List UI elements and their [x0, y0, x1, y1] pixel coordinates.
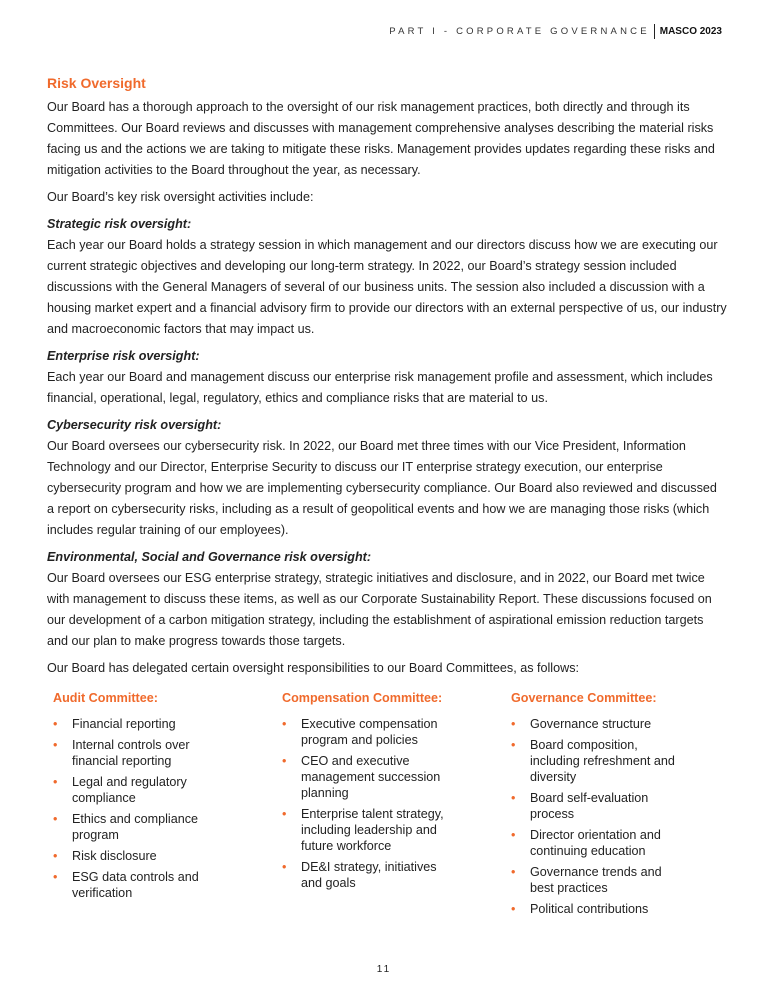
list-item-text: Enterprise talent strategy, including leadership and future workforce [301, 807, 444, 853]
intro-paragraph: Our Board has a thorough approach to the oversight of our risk management practices, both directly and through its Committees. Our Board reviews and discusses with management comprehensive analyses describing the material risks facing us and the actions we are taking to mitigate these risks. Management provides updates regarding these risks and mitigation activities to the Board throughout the year, as necessary. [47, 100, 715, 177]
list-item [282, 716, 457, 748]
list-item [53, 848, 228, 864]
section-text: Our Board oversees our ESG enterprise strategy, strategic initiatives and disclosure, and in 2022, our Board met twice with management to discuss these items, as well as our Corporate Sustainability Report. These discussions focused on our development of a carbon mitigation strategy, including the establishment of aspirational emission reduction targets and our plan to make progress towards those targets. [47, 571, 712, 648]
delegation-text: Our Board has delegated certain oversight responsibilities to our Board Committees, as follows: [47, 661, 579, 675]
section-heading: Cybersecurity risk oversight: [47, 418, 222, 432]
list-item [53, 774, 228, 806]
section-text: Our Board oversees our cybersecurity risk. In 2022, our Board met three times with our Vice President, Information Technology and our Director, Enterprise Security to discuss our IT enterprise strategy execution, our enterprise cybersecurity program and how we are implementing cybersecurity compliance. Our Board also reviewed and discussed a report on cybersecurity risks, including as a result of geopolitical events and how we are managing those risks (which includes regular training of our employees). [47, 439, 717, 537]
list-item [282, 859, 457, 891]
list-item [511, 864, 686, 896]
list-item-text: ESG data controls and verification [72, 870, 199, 900]
committee-heading: Compensation Committee: [282, 691, 443, 705]
list-item [53, 869, 228, 901]
brand-label: MASCO 2023 [659, 26, 722, 37]
bullet-icon: • [282, 860, 287, 874]
list-item [511, 737, 686, 785]
section-heading: Strategic risk oversight: [47, 217, 192, 231]
list-item-text: Board self-evaluation process [530, 791, 649, 821]
committee-heading: Governance Committee: [511, 691, 657, 705]
page-number: 11 [376, 964, 392, 975]
list-item-text: Ethics and compliance program [72, 812, 199, 842]
section-label: PART I - CORPORATE GOVERNANCE [389, 26, 650, 37]
bullet-icon: • [511, 902, 516, 916]
bullet-icon: • [53, 738, 58, 752]
bullet-icon: • [53, 717, 58, 731]
list-item-text: Risk disclosure [72, 849, 157, 863]
list-item-text: Board composition, including refreshment and diversity [530, 738, 675, 784]
list-item-text: Internal controls over financial reporting [72, 738, 190, 768]
bullet-icon: • [511, 791, 516, 805]
committee-list [282, 716, 457, 891]
list-item-text: Governance structure [530, 717, 652, 731]
bullet-icon: • [511, 828, 516, 842]
section-heading: Environmental, Social and Governance risk oversight: [47, 550, 372, 564]
bullet-icon: • [511, 738, 516, 752]
list-item-text: Director orientation and continuing education [530, 828, 661, 858]
committee-list [53, 716, 228, 901]
bullet-icon: • [53, 775, 58, 789]
bullet-icon: • [53, 849, 58, 863]
key-activities-text: Our Board’s key risk oversight activities include: [47, 190, 314, 204]
committee-column [511, 690, 740, 922]
section-heading: Enterprise risk oversight: [47, 349, 200, 363]
section-text: Each year our Board and management discuss our enterprise risk management profile and assessment, which includes financial, operational, legal, regulatory, ethics and compliance risks that are material to us. [47, 370, 713, 405]
list-item [53, 716, 228, 732]
list-item-text: Political contributions [530, 902, 649, 916]
list-item-text: CEO and executive management succession planning [301, 754, 441, 800]
list-item-text: Governance trends and best practices [530, 865, 662, 895]
list-item [282, 753, 457, 801]
committee-column [282, 690, 511, 922]
list-item [511, 790, 686, 822]
list-item-text: DE&I strategy, initiatives and goals [301, 860, 437, 890]
committee-column [53, 690, 282, 922]
running-header [389, 24, 722, 39]
bullet-icon: • [53, 812, 58, 826]
bullet-icon: • [511, 865, 516, 879]
committee-columns [53, 690, 740, 922]
header-divider [654, 24, 655, 39]
list-item-text: Executive compensation program and policies [301, 717, 438, 747]
bullet-icon: • [282, 807, 287, 821]
main-content [47, 73, 727, 685]
bullet-icon: • [511, 717, 516, 731]
list-item-text: Financial reporting [72, 717, 176, 731]
section-text: Each year our Board holds a strategy session in which management and our directors discuss how we are executing our current strategic objectives and developing our long-term strategy. In 2022, our Board’s strategy session included discussions with the General Managers of several of our business units. The session also included a discussion with a housing market expert and a financial advisory firm to provide our directors with an external perspective of us, our industry and macroeconomic factors that may impact us. [47, 238, 727, 336]
bullet-icon: • [53, 870, 58, 884]
committee-heading: Audit Committee: [53, 691, 158, 705]
list-item [53, 811, 228, 843]
committee-list [511, 716, 686, 917]
bullet-icon: • [282, 717, 287, 731]
list-item [511, 901, 686, 917]
bullet-icon: • [282, 754, 287, 768]
list-item [511, 716, 686, 732]
list-item [282, 806, 457, 854]
page-title: Risk Oversight [47, 75, 146, 91]
list-item [511, 827, 686, 859]
list-item-text: Legal and regulatory compliance [72, 775, 187, 805]
list-item [53, 737, 228, 769]
